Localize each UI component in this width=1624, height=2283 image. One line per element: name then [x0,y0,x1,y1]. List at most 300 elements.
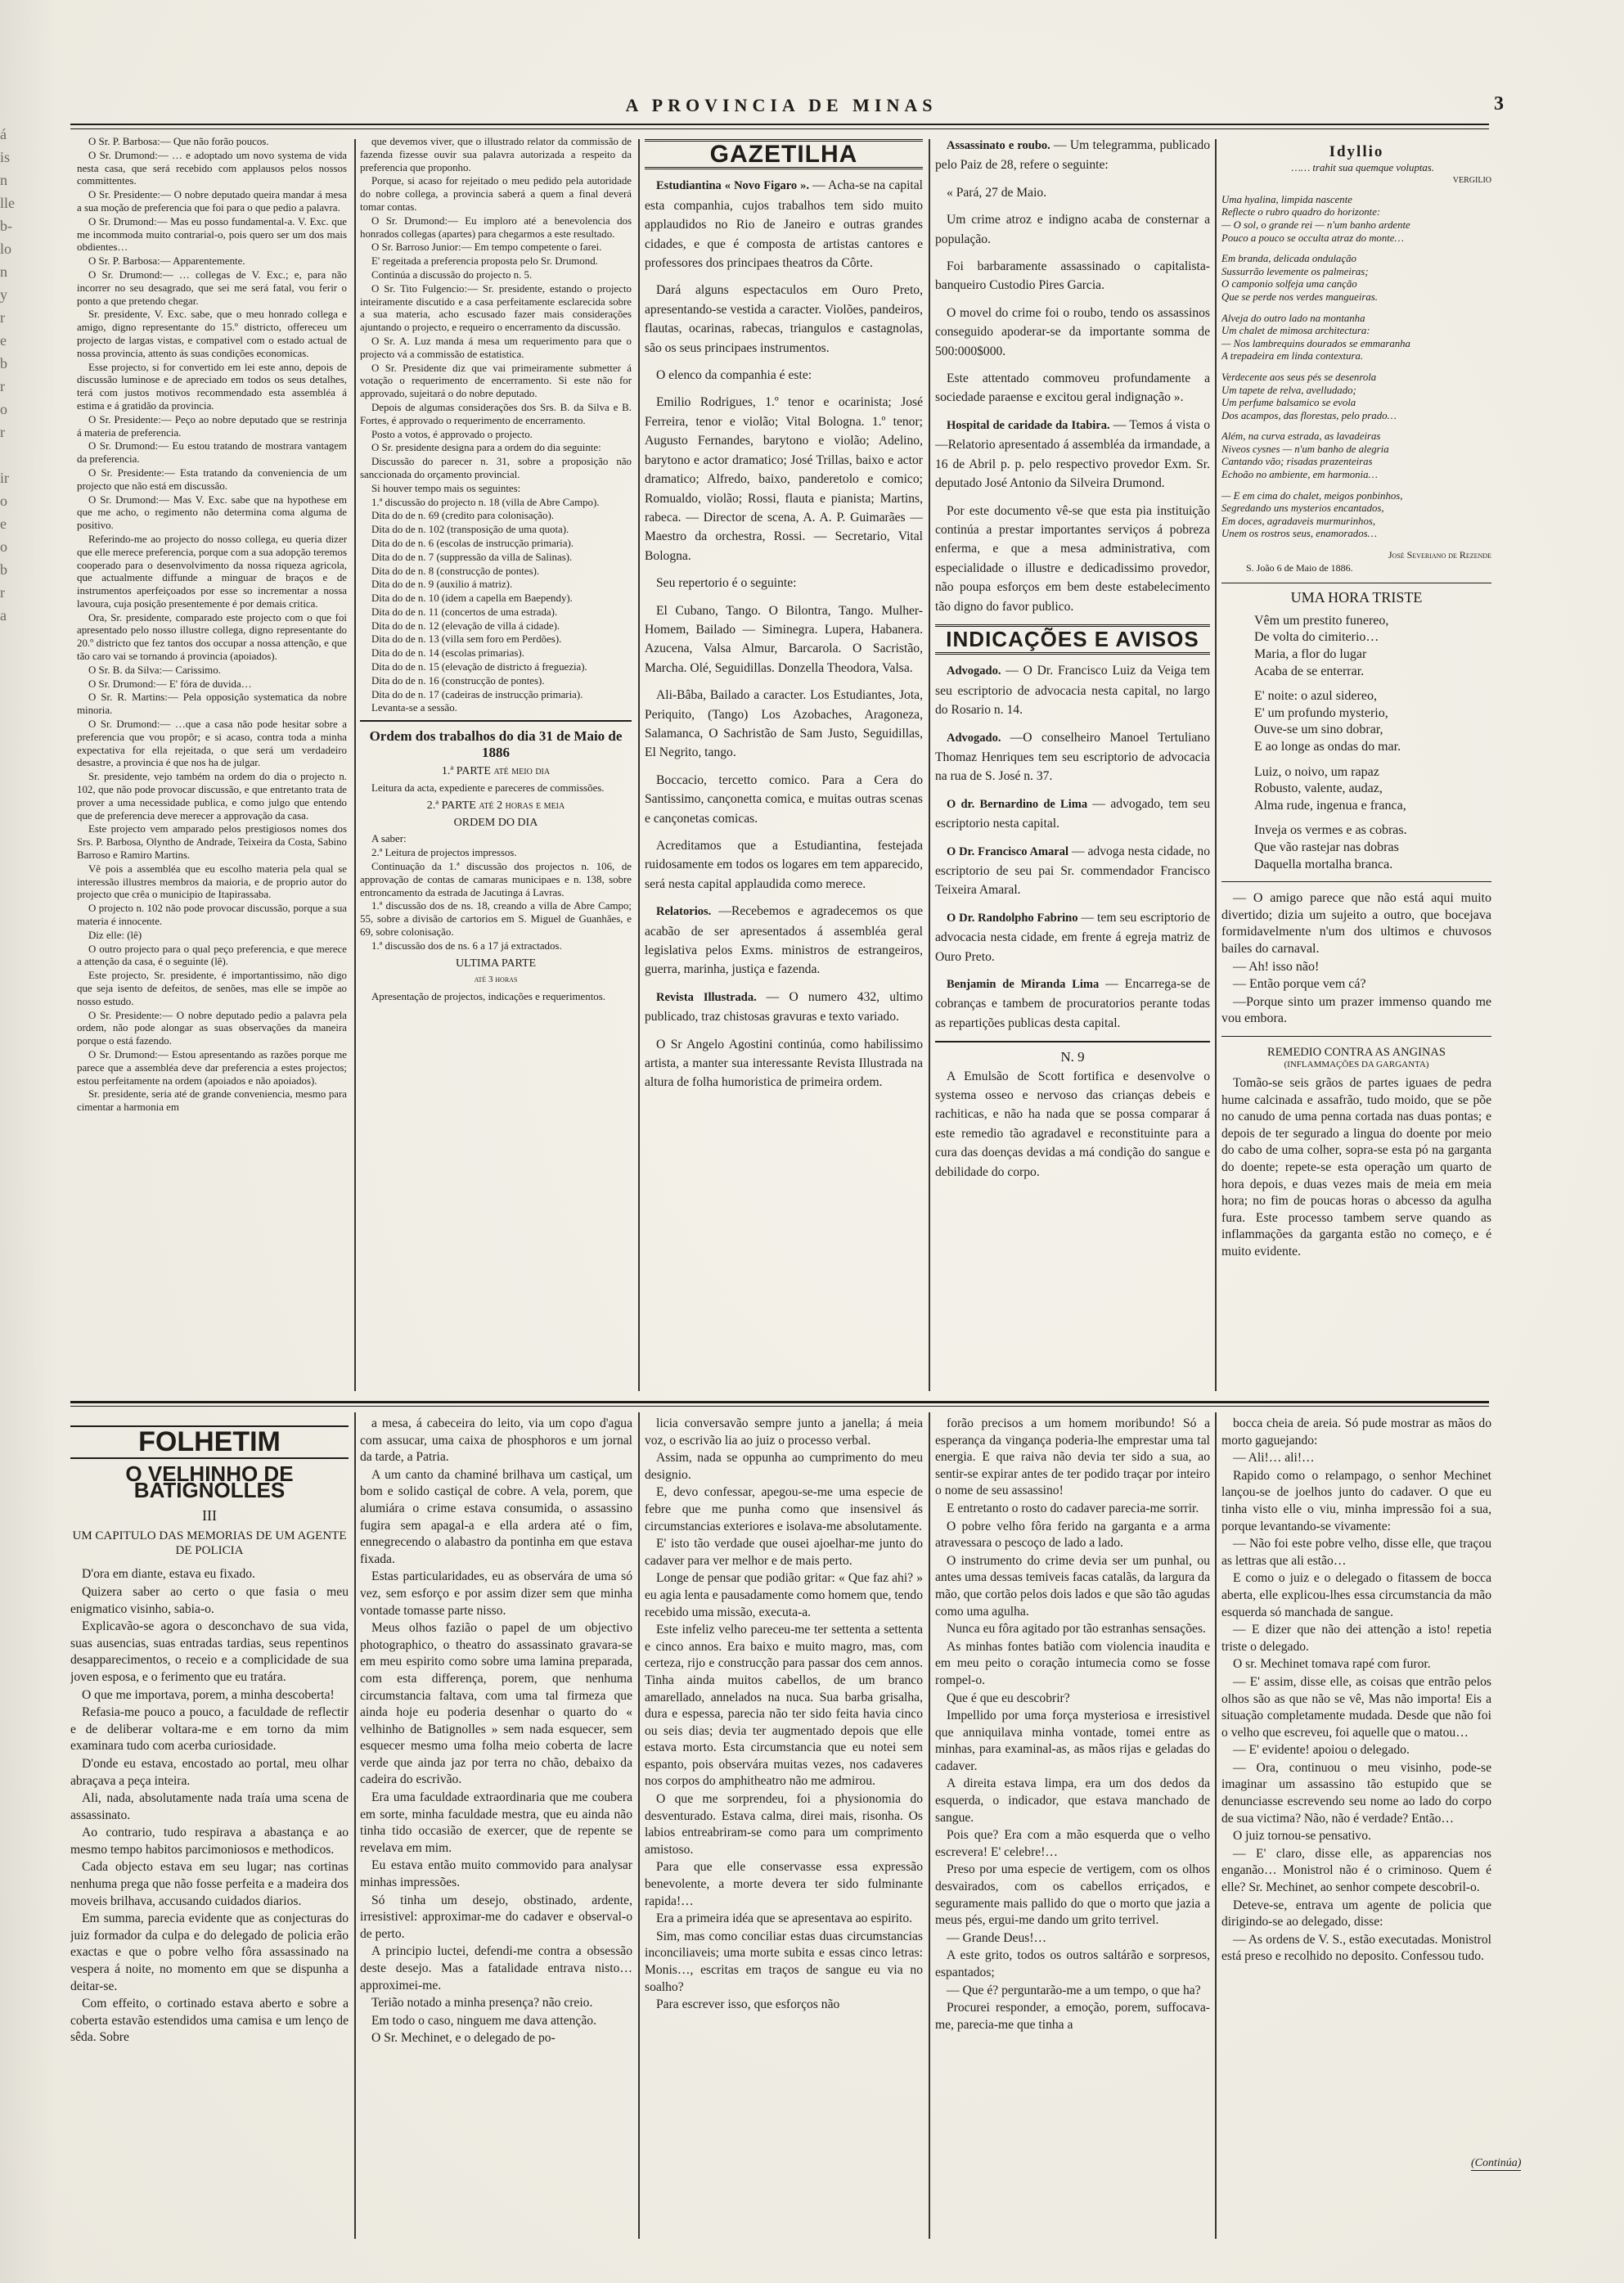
folhetim-paragraph: Para que elle conservasse essa expressão benevolente, a morte devera ter sido fulminante rapida!… [645,1860,923,1908]
ordem-item: 2.ª Leitura de projectos impressos. [371,847,517,859]
gazetilha-entry [645,902,923,979]
news-entry-rubric: Assassinato e roubo. [947,139,1054,152]
debate-paragraph: O Sr. Barroso Junior:— Em tempo competente o farei. [371,241,602,254]
verse-line: — Nos lambrequins dourados se emmaranha [1221,337,1410,349]
debate-paragraph: O Sr. Presidente diz que vai primeiramente submetter á votação o requerimento de encerramento. Si este não for approvado, sujeitará o do nobre deputado. [360,362,632,400]
aviso-entry-rubric: Advogado. [947,664,1006,678]
debate-paragraph: Dita do de n. 10 (idem a capella em Baependy). [371,592,573,605]
folhetim-paragraph: A principio luctei, defendi-me contra a obsessão deste desejo. Mas a fatalidade entrava nisto… approximei-me. [360,1944,632,1993]
debate-paragraph: O Sr. Drumond:— Mas eu posso fundamental-a. V. Exc. que me incommoda muito contrarial-o, pois quero ser um dos mais obdientes… [77,215,347,254]
debate-paragraph: O Sr. presidente designa para a ordem do dia seguinte: [371,442,601,454]
news-entry-text: — Temos á vista o—Relatorio apresentado á assembléa da irmandade, a 16 de Abril p. p. pelo respectivo provedor Exm. Sr. deputado José Antonio da Silveira Drumond. [935,417,1210,491]
page-number: 3 [1494,93,1504,115]
debate-paragraph: O Sr. Drumond:— … e adoptado um novo systema de vida nesta casa, que será recebido com applausos pelos nossos committentes. [77,149,347,187]
folhetim-paragraph: Rapido como o relampago, o senhor Mechinet lançou-se de joelhos junto do cadaver. O que eu tinha visto elle o viu, minha impressão foi a sua, porque levantando-se vivamente: [1221,1468,1491,1533]
verse-line: Ouve-se um sino dobrar, [1254,723,1383,737]
gazetilha-entry-rubric: Estudiantina « Novo Figaro ». [656,179,813,193]
news-entry [935,136,1210,175]
folhetim-paragraph: Procurei responder, a emoção, porem, suffocava-me, parecia-me que tinha a [935,2001,1210,2032]
continua-mark: (Continúa) [1471,2157,1522,2169]
gazetilha-entry-text: O Sr Angelo Agostini continúa, como habilissimo artista, a manter sua interessante Revista Illustrada na altura de folha humoristica de primeira ordem. [645,1037,923,1090]
verse-line: Que vão rastejar nas dobras [1254,840,1399,854]
folhetim-paragraph: O que me importava, porem, a minha descoberta! [82,1687,335,1702]
poetry-column [1221,136,1491,1388]
folhetim-paragraph: — Ora, continuou o meu visinho, pode-se imaginar um assassino tão estupido que se denunciasse escrevendo seu nome ao lado do corpo de sua victima? Não, não é verdade? Então… [1221,1760,1491,1826]
verse-line: Echoão no ambiente, em harmonia… [1221,469,1378,481]
news-entry-text: Um crime atroz e indigno acaba de consternar a população. [935,213,1210,246]
folhetim-paragraph: E entretanto o rosto do cadaver parecia-me sorrir. [947,1501,1199,1515]
ordem-item: 1.ª discussão dos de ns. 6 a 17 já extractados. [371,939,562,952]
debate-paragraph: Discussão do parecer n. 31, sobre a proposição não sanccionada do orçamento provincial. [360,456,632,480]
newspaper-title: A PROVINCIA DE MINAS [625,95,938,115]
folhetim-paragraph: As minhas fontes batião com violencia inaudita e em meu peito o coração intumecia como se fosse rompel-o. [935,1639,1210,1687]
folhetim-paragraph: Que é que eu descobrir? [947,1691,1070,1705]
folhetim-paragraph: a mesa, á cabeceira do leito, via um copo d'agua com assucar, uma caixa de phosphoros e um jornal da tarde, a Patria. [360,1416,632,1465]
folhetim-paragraph: Este infeliz velho pareceu-me ter settenta a settenta e cinco annos. Era baixo e muito magro, mas, com certeza, rijo e construcção para passar dos cem annos. Tinha ainda muitos cabellos, de um branco amarellado, annelados na nuca. Sua barba grisalha, dura e espessa, parecia não ter sido feita havia cinco ou seis dias; devia ter augmentado depois que elle estava morto. Esta circumstancia que eu notei sem espanto, pois observára muitas vezes, nos cadaveres nos corpos do amphitheatro não me admirou. [645,1623,923,1789]
debate-paragraph: O Sr. R. Martins:— Pela opposição systematica da nobre minoria. [77,691,347,717]
debate-paragraph: Dita do de n. 15 (elevação de districto á freguezia). [371,661,587,673]
separator-rule [1221,1036,1491,1037]
folhetim-paragraph: Assim, nada se oppunha ao cumprimento do meu designio. [645,1451,923,1482]
stanza [1221,371,1491,422]
folhetim-paragraph: bocca cheia de areia. Só pude mostrar as mãos do morto gaguejando: [1221,1416,1491,1448]
debate-paragraph: Este projecto, Sr. presidente, é importantissimo, não digo que seja isento de defeitos, de senões, mas elle se impõe ao nosso estudo. [77,970,347,1007]
n9-title: N. 9 [935,1041,1210,1066]
folhetim-paragraph: E' isto tão verdade que ousei ajoelhar-me junto do cadaver para ver melhor e de mais perto. [645,1537,923,1568]
debate-paragraph: E' regeitada a preferencia proposta pelo Sr. Drumond. [371,255,598,268]
debate-paragraph: Dita do de n. 8 (construcção de pontes). [371,565,540,577]
aviso-entry [935,842,1210,900]
verse-line: Luiz, o noivo, um rapaz [1254,764,1379,779]
idyllio-epigraph: …… trahit sua quemque voluptas. [1291,161,1434,173]
verse-line: Em branda, delicada ondulação [1221,253,1356,265]
verse-line: Unem os rostros seus, enamorados… [1221,528,1377,540]
idyllio-epigraph-author: VERGILIO [1452,176,1491,186]
header-rule-thin [70,128,1489,129]
news-entry [935,304,1210,361]
verse-line: Vêm um prestito funereo, [1254,613,1389,628]
folhetim-paragraph: Para escrever isso, que esforços não [656,1997,840,2012]
debate-paragraph: Si houver tempo mais os seguintes: [371,482,521,494]
poem-signature: José Severiano de Rezende [1388,549,1491,561]
debate-paragraph: Dita do de n. 12 (elevação de villa á cidade). [371,619,560,632]
verse-line: Um perfume balsamico se evola [1221,397,1356,409]
verse-line: Reflecte o rubro quadro do horizonte: [1221,206,1381,218]
gazetilha-entry-text: Emilio Rodrigues, 1.º tenor e ocarinista; José Ferreira, tenor e violão; Vital Bologna. 1.º tenor; Augusto Fernandes, barytono e violão; Adelino, barytono e actor dramatico; José Trillas, baixo e actor dramatico; Alfredo, baixo, panderetolo e comico; Romualdo, violão; Rossi, flauta e pianista; Martins, rabeca. — Director de scena, A. A. P. Guimarães —Maestro da orchestra, Rossi. — Secretario, Vital Bologna. [645,395,923,563]
folhetim-paragraph: — E' assim, disse elle, as coisas que entrão pelos olhos são as que não se vê, Mas não importa! Eis a situação completamente mudada. Desde que não foi o velho que escreveu, foi aquelle que o matou… [1221,1674,1491,1740]
debate-continuation [360,136,632,715]
verse-line: Daquella mortalha branca. [1254,857,1393,871]
gazetilha-entry [645,686,923,763]
folhetim-paragraph: E como o juiz e o delegado o fitassem de bocca aberta, elle explicou-lhes essa circumstancia da mão esquerda só manchada de sangue. [1221,1571,1491,1619]
aviso-entry-rubric: O dr. Bernardino de Lima [947,797,1093,811]
remedio-text: Tomão-se seis grãos de partes iguaes de pedra hume calcinada e assafrão, tudo moido, que se põe no canudo de uma penna cortada nas duas pontas; e depois de ter segurado a lingua do doente por meio do cabo de uma colher, sopra-se esta pó na garganta do doente; repete-se esta operação um quarto de hora depois, e duas vezes mais de meia em meia hora; no fim de poucas horas o abcesso da agulha fura. Este processo tambem serve quando as inflammações da garganta estão no começo, e é muito evidente. [1221,1076,1491,1259]
folhetim-column-2 [360,1416,632,2234]
debate-column-2 [360,136,632,1388]
debate-paragraph: O Sr. P. Barbosa:— Apparentemente. [88,255,245,268]
debate-paragraph: O Sr. Drumond:— E' fóra de duvida… [88,678,252,690]
gazetilha-entry-rubric: Relatorios. [656,905,719,919]
folhetim-column-4 [935,1416,1210,2234]
debate-paragraph: O Sr. Presidente:— Esta tratando da conveniencia de um projecto que não está em discussão. [77,466,347,492]
folhetim-paragraph: Pois que? Era com a mão esquerda que o velho escrevera! E' celebre!… [935,1828,1210,1859]
folhetim-paragraph: Em todo o caso, ninguem me dava attenção. [371,2013,596,2028]
folhetim-paragraph: A um canto da chaminé brilhava um castiçal, um bom e solido castiçal de cobre. A vela, porem, que alumiára o crime estava consumida, o assassino fugira sem apagal-a e ella ardera até o fim, ennegrecendo o alabastro da pontinha em que estava fixada. [360,1467,632,1566]
hora-triste-title: UMA HORA TRISTE [1290,589,1423,606]
gazetilha-entry [645,281,923,358]
debate-paragraph: Porque, si acaso for rejeitado o meu pedido pela autoridade do nobre collega, a provincia saberá a quem a final deverá tomar contas. [360,175,632,213]
verse-line: Maria, a flor do lugar [1254,647,1367,661]
folhetim-paragraph: Ali, nada, absolutamente nada traía uma scena de assassinato. [70,1791,349,1822]
folhetim-column-1 [70,1416,349,2234]
stanza [1221,253,1491,304]
debate-paragraph: Este projecto vem amparado pelos prestigiosos nomes dos Srs. P. Barbosa, Olyntho de Andrade, Teixeira da Costa, Sabino Barroso e Ramiro Martins. [77,823,347,862]
ordem-item: A saber: [371,833,407,845]
folhetim-paragraph: Eu estava então muito commovido para analysar minhas impressões. [360,1858,632,1890]
debate-paragraph: O Sr. Drumond:— Mas V. Exc. sabe que na hypothese em que me acho, o regimento não determina coma alguma de positivo. [77,493,347,532]
verse-line: Pouco a pouco se occulta atraz do monte… [1221,232,1404,244]
verse-line: Um tapete de relva, avelludado; [1221,384,1356,396]
aviso-entry-text: — advoga nesta cidade, no escriptorio de seu pai Sr. commendador Francisco Teixeira Amaral. [935,844,1210,898]
page-header [74,93,1504,126]
column-rule [638,1412,640,2239]
gazetilha-entry [645,366,923,385]
folhetim-label: FOLHETIM [70,1425,349,1459]
folhetim-paragraph: — Ali!… ali!… [1233,1451,1315,1466]
gazetilha-entry-text: El Cubano, Tango. O Bilontra, Tango. Mulher-Homem, Bailado — Siminegra. Lupera, Habanera. Azucena, Valsa Almur, Barcarola. O Sacristão, Marcha. Olé, Seguidillas. Donzella Theodora, Valsa. [645,603,923,675]
ultima-parte-text: Apresentação de projectos, indicações e requerimentos. [371,991,605,1003]
anecdote-line: — Ah! isso não! [1233,959,1320,974]
verse-line: Acaba de se enterrar. [1254,664,1365,678]
column-rule [354,139,356,1391]
anecdote-line: —Porque sinto um prazer immenso quando me vou embora. [1221,994,1491,1026]
debate-paragraph: Levanta-se a sessão. [371,702,457,714]
verse-line: E ao longe as ondas do mar. [1254,739,1401,754]
folhetim-paragraph: Preso por uma especie de vertigem, com os olhos desvairados, com os cabellos erriçados, e seguramente mais pallido do que o morto que jazia a meus pés, ergui-me dando um grito terrivel. [935,1862,1210,1928]
debate-paragraph: O Sr. Presidente:— Peço ao nobre deputado que se restrinja á materia de preferencia. [77,413,347,439]
folhetim-paragraph: Quizera saber ao certo o que fasia o meu enigmatico visinho, sabia-o. [70,1584,349,1616]
poem-date: S. João 6 de Maio de 1886. [1246,561,1353,574]
folhetim-paragraph: A este grito, todos os outros saltárão e sorpresos, espantados; [935,1948,1210,1979]
verse-line: Um chalet de mimosa architectura: [1221,325,1370,337]
debate-paragraph: Vê pois a assembléa que eu escolho materia pela qual se interessão illustres membros da maioria, e de proprio autor do projecto que crêa o municipio de Itapirassaba. [77,862,347,901]
debate-paragraph: Dita do de n. 69 (credito para colonisação). [371,510,554,522]
debate-paragraph: que devemos viver, que o illustrado relator da commissão de fazenda fizesse ouvir sua palavra autorizada a respeito da preferencia que proponho. [360,136,632,173]
ordem-item: 1.ª discussão dos de ns. 18, creando a villa de Abre Campo; 55, sobre a divisão de cartorios em S. Miguel de Guanhães, e 69, sobre colonisação. [360,900,632,939]
column-rule [929,139,930,1391]
news-entry [935,210,1210,249]
gazetilha-entry-text: Boccacio, tercetto comico. Para a Cera do Santissimo, cançonetta comica, e muitas outras scenas e cançonetas comicas. [645,772,923,826]
verse-line: Além, na curva estrada, as lavadeiras [1221,430,1381,443]
news-entry-text: Foi barbaramente assassinado o capitalista-banqueiro Custodio Pires Garcia. [935,259,1210,293]
anecdote [1221,890,1491,1028]
header-rule [70,124,1489,125]
verse-line: — O sol, o grande rei — n'um banho ardente [1221,218,1410,231]
debate-paragraph: Dita do de n. 13 (villa sem foro em Perdões). [371,633,562,646]
debate-paragraph: O Sr. P. Barbosa:— Que não forão poucos. [88,136,269,147]
news-entry-text: O movel do crime foi o roubo, tendo os assassinos conseguido apoderar-se da importante somma de 500:000$000. [935,305,1210,358]
news-entry-text: Por este documento vê-se que esta pia instituição continúa a prestar importantes serviços á pobreza enferma, e que a mesa administrativa, com especialidade o illustre e dedicadissimo provedor, não poupa esforços em bem deste estabelecimento tão digno do favor publico. [935,503,1210,614]
aviso-entry [935,728,1210,786]
remedio-title: REMEDIO CONTRA AS ANGINAS [1267,1045,1446,1059]
verse-line: — E em cima do chalet, meigos ponbinhos, [1221,489,1403,502]
folhetim-paragraph: O instrumento do crime devia ser um punhal, ou antes uma dessas temiveis facas catalãs, da largura da mão, que cortão pelos dois lados e que são tão agudas como uma agulha. [935,1553,1210,1619]
gazetilha-entry-rubric: Revista Illustrada. [656,990,767,1004]
verse-line: De volta do cimiterio… [1254,630,1379,645]
ordem-section [360,720,632,1004]
gazetilha-column [645,136,923,1388]
gazetilha-entry-text: Seu repertorio é o seguinte: [656,576,797,591]
folhetim-paragraph: Em summa, parecia evidente que as conjecturas do juiz formador da culpa e do delegado de policia erão exactas e que o pobre velho fôra assassinado na vespera á noite, no momento em que se dispunha a deitar-se. [70,1912,349,1993]
verse-line: Niveos cysnes — n'um banho de alegria [1221,443,1389,455]
stanza [1221,194,1491,245]
folhetim-rule [70,1401,1489,1403]
folhetim-paragraph: — E' evidente! apoiou o delegado. [1233,1743,1410,1758]
ordem-items [360,833,632,952]
chapter-number: III [202,1506,217,1524]
verse-line: Uma hyalina, limpida nascente [1221,193,1352,205]
aviso-entry-rubric: O Dr. Francisco Amaral [947,844,1072,858]
folhetim-paragraph: Ao contrario, tudo respirava a abastança e ao mesmo tempo habitos parcimoniosos e methodicos. [70,1826,349,1857]
aviso-entry-rubric: O Dr. Randolpho Fabrino [947,911,1082,925]
gazetilha-entry-text: Ali-Bâba, Bailado a caracter. Los Estudiantes, Jota, Periquito, (Tango) Los Azobaches, Aragoneza, Salamanca, O Sachristão de Sam Justo, Seguidillas, El Negrito, tango. [645,688,923,760]
folhetim-paragraph: A direita estava limpa, era um dos dedos da esquerda, o indicador, que estava manchado de sangue. [935,1776,1210,1825]
folhetim-paragraph: Com effeito, o cortinado estava aberto e sobre a coberta estavão estendidos uma camisa e um lenço de sêda. Sobre [70,1997,349,2045]
avisos-entries [935,661,1210,1033]
ordem-do-dia-heading: ORDEM DO DIA [453,816,538,829]
news-entry [935,416,1210,493]
debate-paragraph: O Sr. Drumond:— Eu estou tratando de mostrara vantagem da preferencia. [77,440,347,466]
folhetim-paragraph: Era a primeira idéa que se apresentava ao espirito. [656,1912,913,1926]
stanza [1254,613,1491,680]
column-rule [638,139,640,1391]
debate-paragraph: O Sr. Tito Fulgencio:— Sr. presidente, estando o projecto inteiramente discutido e a casa perfeitamente esclarecida sobre a sua materia, acho escusado fazer mais considerações ajuntando o projecto, e requeiro o encerramento da discussão. [360,282,632,334]
ordem-parte-2: 2.ª PARTE até 2 horas e meia [426,799,565,812]
news-entries [935,136,1210,616]
folhetim-paragraph: Nunca eu fôra agitado por tão estranhas sensações. [947,1622,1206,1637]
folhetim-paragraph: licia conversavão sempre junto a janella; á meia voz, o escrivão lia ao juiz o processo verbal. [645,1416,923,1448]
folhetim-paragraph: Refasia-me pouco a pouco, a faculdade de reflectir e de deliberar voltara-me e em torno da mim examinara tudo com acerba curiosidade. [70,1705,349,1754]
folhetim-paragraph: — E' claro, disse elle, as apparencias nos enganão… Monistrol não é o criminoso. Quem é elle? Sr. Mechinet, ao senhor compete descobril-o. [1221,1846,1491,1895]
gazetilha-entry [645,836,923,894]
ultima-parte-heading: ULTIMA PARTE [455,957,537,970]
folhetim-paragraph: Deteve-se, entrava um agente de policia que dirigindo-se ao delegado, disse: [1221,1898,1491,1930]
gazetilha-entry [645,393,923,565]
debate-column-1 [77,136,347,1388]
aviso-entry-text: —O conselheiro Manoel Tertuliano Thomaz Henriques tem seu escriptorio de advocacia na rua de S. José n. 37. [935,730,1210,784]
debate-paragraph: Sr. presidente, V. Exc. sabe, que o meu honrado collega e amigo, digno representante do 15.º districto, offereceu um projecto de largas vistas, e compativel com o estado actual de nossa provincia, attento ás suas condições economicas. [77,308,347,359]
avisos-title: INDICAÇÕES E AVISOS [935,624,1210,655]
folhetim-paragraph: — Grande Deus!… [947,1930,1047,1945]
anecdote-line: — O amigo parece que não está aqui muito divertido; dizia um sujeito a outro, que bocejava formidavelmente n'um dos ultimos e chuvosos bailes do carnaval. [1221,891,1491,956]
aviso-entry-rubric: Advogado. [947,731,1010,745]
debate-paragraph: 1.ª discussão do projecto n. 18 (villa de Abre Campo). [371,496,600,508]
gazetilha-entry-text: —Recebemos e agradecemos os que acabão de ser apresentados á assembléa geral legislativa pelos Exms. ministros de estrangeiros, guerra, marinha, justiça e fazenda. [645,904,923,977]
folhetim-paragraph: Estas particularidades, eu as observára de uma só vez, sem esforço e por assim dizer sem que minha vontade tomasse parte nisso. [360,1569,632,1618]
verse-line: E' um profundo mysterio, [1254,705,1388,720]
verse-line: O camponio solfeja uma canção [1221,278,1357,290]
aviso-entry-text: — advogado, tem seu escriptorio nesta capital. [935,796,1210,831]
torn-margin-fragments: á is n lle b- lo n y r e b r o r ir o e o b r a [0,126,15,624]
debate-paragraph: Dita do de n. 14 (escolas primarias). [371,647,524,660]
folhetim-title: O VELHINHO DE BATIGNOLLES [125,1461,294,1503]
ordem-parte-1-text: Leitura da acta, expediente e pareceres de commissões. [371,782,605,795]
ordem-title: Ordem dos trabalhos do dia 31 de Maio de 1886 [369,728,623,761]
folhetim-paragraph: — Não foi este pobre velho, disse elle, que traçou as lettras que ali estão… [1221,1537,1491,1568]
news-entry [935,369,1210,408]
folhetim-paragraph: Sim, mas como conciliar estas duas circumstancias inconciliaveis; uma morte subita e essas cinco letras: Monis…, escritas em traços de sangue eu via no soalho? [645,1929,923,1994]
folhetim-paragraph: Longe de pensar que podião gritar: « Que faz ahi? » eu agia lenta e pausadamente como homem que, tendo recebido uma missão, executa-a. [645,1571,923,1619]
folhetim-paragraph: Cada objecto estava em seu lugar; nas cortinas nenhuma prega que não fosse perfeita e a madeira dos moveis brilhava, accusando cuidados diarios. [70,1860,349,1908]
folhetim-paragraph: D'ora em diante, estava eu fixado. [82,1567,255,1582]
stanza [1221,313,1491,363]
n9-text: A Emulsão de Scott fortifica e desenvolve o systema osseo e nervoso das crianças debeis e rachiticas, e não ha nada que se possa comparar á este remedio tão agradavel e reconstituinte para a cura das doenças devidas a má condição do sangue e debilidade do corpo. [935,1069,1210,1179]
news-entry [935,183,1210,202]
aviso-entry-rubric: Benjamin de Miranda Lima [947,978,1106,992]
folhetim-paragraph: Meus olhos fazião o papel de um objectivo photographico, o theatro do assassinato gravara-se em meu espirito como sobre uma lamina preparada, com esta differença, porem, que nenhuma circumstancia faltava, com uma tal firmeza que ainda hoje eu poderia desenhar o quarto do « velhinho de Batignolles » sem nada esquecer, sem esquecer mesmo uma folha meio coberta de lacre verde que ainda jaz por terra no chão, debaixo da cadeira do escrivão. [360,1621,632,1787]
debate-paragraph: Dita do de n. 9 (auxilio á matriz). [371,579,513,591]
separator-rule [1221,881,1491,882]
stanza [1254,822,1491,873]
verse-line: Robusto, valente, audaz, [1254,781,1383,796]
ordem-item: Continuação da 1.ª discussão dos projectos n. 106, de approvação de contas de camaras municipaes e n. 138, sobre entroncamento da estrada de Jacutinga á Lavras. [360,861,632,898]
ultima-parte-time: até 3 horas [474,975,518,985]
debate-paragraph: O Sr. Presidente:— O nobre deputado pedio a palavra pela ordem, não pode alongar as suas observações da maneira porque o está fazendo. [77,1009,347,1047]
aviso-entry-text: — tem seu escriptorio de advocacia nesta cidade, em frente á egreja matriz de Ouro Preto. [935,910,1210,964]
gazetilha-entry [645,176,923,272]
gazetilha-entry [645,574,923,592]
idyllio-poem [1221,194,1491,541]
debate-paragraph: O Sr. Drumond:— …que a casa não pode hesitar sobre a preferencia que vou propôr; e si acaso, contra toda a minha expectativa for ella rejeitada, o que será um verdadeiro desastre, a provincia é que nos ha de julgar. [77,718,347,769]
debate-paragraph: Esse projecto, si for convertido em lei este anno, depois de discussão luminose e de apreciado em todos os seus detalhes, terá com justos motivos recommendado esta assembléa á estima e á gratidão da provincia. [77,361,347,412]
verse-line: Sussurrão levemente os palmeiras; [1221,265,1369,277]
debate-paragraph: Dita do de n. 102 (transposição de uma quota). [371,524,569,536]
folhetim-paragraph: O que me sorprendeu, foi a physionomia do desventurado. Estava calma, direi mais, risonha. Os labios entreabriram-se como para um comprimento amistoso. [645,1792,923,1857]
aviso-entry [935,795,1210,834]
folhetim-paragraph: — E dizer que não dei attenção a isto! repetia triste o delegado. [1221,1623,1491,1654]
folhetim-paragraph: Era uma faculdade extraordinaria que me coubera em sorte, minha faculdade mestra, que eu ainda não tinha tido occasião de exercer, que de repente se revelava em mim. [360,1790,632,1855]
verse-line: E' noite: o azul sidereo, [1254,689,1377,704]
debate-paragraph: O outro projecto para o qual peço preferencia, e que merece a attenção da casa, é o seguinte (lê). [77,943,347,968]
debate-paragraph: Referindo-me ao projecto do nosso collega, eu queria dizer que elle merece preferencia, porque com a sua adopção teremos cooperado para o desenvolvimento da nossa riqueza agricola, que actualmente diffunde a minguar de braços e de instrumentos aperfeiçoados por esse so incrementar a nossa lavoura, cuja posição presentemente é por demais critica. [77,533,347,610]
gazetilha-entry [645,1035,923,1092]
remedio-subtitle: (INFLAMMAÇÕES DA GARGANTA) [1284,1060,1429,1070]
verse-line: Inveja os vermes e as cobras. [1254,823,1407,838]
folhetim-text-1 [70,1566,349,2047]
folhetim-paragraph: E, devo confessar, apegou-se-me uma especie de febre que me punha como que insensivel ás circumstancias exteriores e isolava-me absolutamente. [645,1485,923,1533]
news-entry-text: « Pará, 27 de Maio. [947,185,1047,200]
ordem-parte-1: 1.ª PARTE até meio dia [441,765,551,778]
debate-paragraph: Depois de algumas considerações dos Srs. B. da Silva e B. Fortes, é approvado o requerimento de encerramento. [360,401,632,426]
stanza [1254,764,1491,815]
anecdote-line: — Então porque vem cá? [1233,977,1366,992]
idyllio-title: Idyllio [1329,143,1384,160]
gazetilha-entry-text: Acreditamos que a Estudiantina, festejada ruidosamente em todos os logares em tem apparecido, será nesta capital applaudida como merece. [645,839,923,891]
news-column [935,136,1210,1388]
folhetim-paragraph: Terião notado a minha presença? não creio. [371,1996,593,2011]
debate-paragraph: Dita do de n. 11 (concertos de uma estrada). [371,606,558,618]
aviso-entry [935,908,1210,966]
folhetim-paragraph: O pobre velho fôra ferido na garganta e a arma atravessara o pescoço de lado a lado. [935,1519,1210,1551]
folhetim-paragraph: O juiz tornou-se pensativo. [1233,1829,1371,1844]
verse-line: Verdecente aos seus pés se desenrola [1221,371,1377,383]
folhetim-paragraph: Impellido por uma força mysteriosa e irresistivel que anniquilava minha vontade, tomei entre as minhas, para examinal-as, as mãos rijas e geladas do cadaver. [935,1709,1210,1773]
column-rule [354,1412,356,2239]
news-entry-text: Este attentado commoveu profundamente a sociedade paraense e excitou geral indignação ». [935,371,1210,405]
folhetim-paragraph: forão precisos a um homem moribundo! Só a esperança da vingança poderia-lhe emprestar uma tal energia. E que raiva não devia ter sido a sua, ao sentir-se expirar antes de ter podido traçar por inteiro o nome de seu assassino! [935,1416,1210,1498]
aviso-entry [935,661,1210,719]
gazetilha-entry-text: O elenco da companhia é este: [656,368,812,383]
debate-paragraph: Dita do de n. 6 (escolas de instrucção primaria). [371,537,574,549]
aviso-entry-text: — Encarrega-se de cobranças e tambem de procuratorios perante todas as repartições publicas desta capital. [935,977,1210,1030]
debate-paragraph: Dita do de n. 17 (cadeiras de instrucção primaria). [371,688,583,700]
hora-triste-poem [1221,613,1491,873]
gazetilha-entry [645,988,923,1027]
debate-paragraph: O Sr. Presidente:— O nobre deputado queira mandar á mesa a sua moção de preferencia que foi para o que pedio a palavra. [77,189,347,214]
gazetilha-entry-text: — Acha-se na capital esta companhia, cujos trabalhos tem sido muito applaudidos no Rio de Janeiro e outras grandes cidades, e que é composta de artistas cantores e professores dos principaes theatros da Côrte. [645,178,923,271]
debate-paragraph: O Sr. Drumond:— Eu imploro até a benevolencia dos honrados collegas (apartes) para chegarmos a este resultado. [360,214,632,240]
chapter-title: UM CAPITULO DAS MEMORIAS DE UM AGENTE DE POLICIA [72,1529,347,1558]
column-rule [1215,1412,1217,2239]
verse-line: Em doces, agradaveis murmurinhos, [1221,515,1376,527]
verse-line: Que se perde nos verdes mangueiras. [1221,290,1378,303]
gazetilha-entry [645,601,923,678]
folhetim-paragraph: — As ordens de V. S., estão executadas. Monistrol está preso e recolhido no deposito. Confessou tudo. [1221,1932,1491,1964]
gazetilha-title: GAZETILHA [645,139,923,169]
debate-paragraph: Sr. presidente, seria até de grande conveniencia, mesmo para cimentar a harmonia em [77,1088,347,1114]
debate-paragraph: O projecto n. 102 não pode provocar discussão, porque a sua materia é innocente. [77,903,347,928]
news-entry [935,502,1210,616]
folhetim-paragraph: — Que é? perguntarão-me a um tempo, o que ha? [947,1983,1201,1997]
folhetim-column-3 [645,1416,923,2234]
column-rule [1215,139,1217,1391]
column-rule [929,1412,930,2239]
debate-paragraph: O Sr. B. da Silva:— Carissimo. [88,664,221,676]
news-entry-text: — Um telegramma, publicado pelo Paiz de 28, refere o seguinte: [935,138,1210,173]
debate-paragraph: Ora, Sr. presidente, comparado este projecto com o que foi apresentado pelo nosso illustre collega, digno representante do 20.º districto que fez tantos dos occupar a nossa attenção, e que tão caro vai se tornando á provincia (apoiados). [77,611,347,663]
debate-paragraph: O Sr. A. Luz manda á mesa um requerimento para que o projecto vá a commissão de estatistica. [360,335,632,360]
verse-line: Alveja do outro lado na montanha [1221,312,1365,324]
folhetim-column-5 [1221,1416,1491,2152]
debate-paragraph: O Sr. Drumond:— … collegas de V. Exc.; e, para não incorrer no seu desagrado, que sei me será fatal, vou ferir o ponto a que pretendo chegar. [77,268,347,307]
news-entry [935,257,1210,295]
stanza [1221,490,1491,541]
gazetilha-entry [645,771,923,828]
stanza [1221,430,1491,481]
folhetim-paragraph: Explicavão-se agora o desconchavo de sua vida, suas ausencias, suas entradas tardias, seus repentinos desapparecimentos, o receio e a complicidade de sua joven esposa, e o ferimento que eu tratára. [70,1619,349,1684]
debate-paragraph: Continúa a discussão do projecto n. 5. [371,268,533,281]
gazetilha-entry-text: Dará alguns espectaculos em Ouro Preto, apresentando-se vestida a caracter. Violões, pandeiros, flautas, ocarinas, rabecas, triangulos e castagnolas, são os seus principaes instrumentos. [645,283,923,355]
folhetim-paragraph: O sr. Mechinet tomava rapé com furor. [1233,1657,1431,1672]
aviso-entry-text: — O Dr. Francisco Luiz da Veiga tem seu escriptorio de advocacia nesta capital, no largo do Rosario n. 14. [935,664,1210,718]
stanza [1254,688,1491,755]
aviso-entry [935,975,1210,1033]
folhetim-paragraph: Só tinha um desejo, obstinado, ardente, irresistivel: approximar-me do cadaver e observal-o de perto. [360,1893,632,1941]
verse-line: Dos acampos, das florestas, pelo prado… [1221,409,1397,421]
folhetim-paragraph: D'onde eu estava, encostado ao portal, meu olhar abraçava a peça inteira. [70,1756,349,1788]
news-entry-rubric: Hospital de caridade da Itabira. [947,418,1113,432]
gazetilha-entry-text: — O numero 432, ultimo publicado, traz chistosas gravuras e texto variado. [645,989,923,1024]
folhetim-paragraph: O Sr. Mechinet, e o delegado de po- [371,2031,556,2046]
debate-paragraph: Posto a votos, é approvado o projecto. [371,428,533,440]
verse-line: Segredando uns mysterios encantados, [1221,502,1384,515]
debate-paragraph: Diz elle: (lê) [88,929,142,941]
verse-line: Cantando vão; risadas prazenteiras [1221,456,1373,468]
debate-paragraph: Dita do de n. 7 (suppressão da villa de Salinas). [371,551,573,563]
folhetim-rule-thin [70,1406,1489,1407]
debate-paragraph: Dita do de n. 16 (construcção de pontes). [371,674,545,687]
gazetilha-entries [645,176,923,1092]
